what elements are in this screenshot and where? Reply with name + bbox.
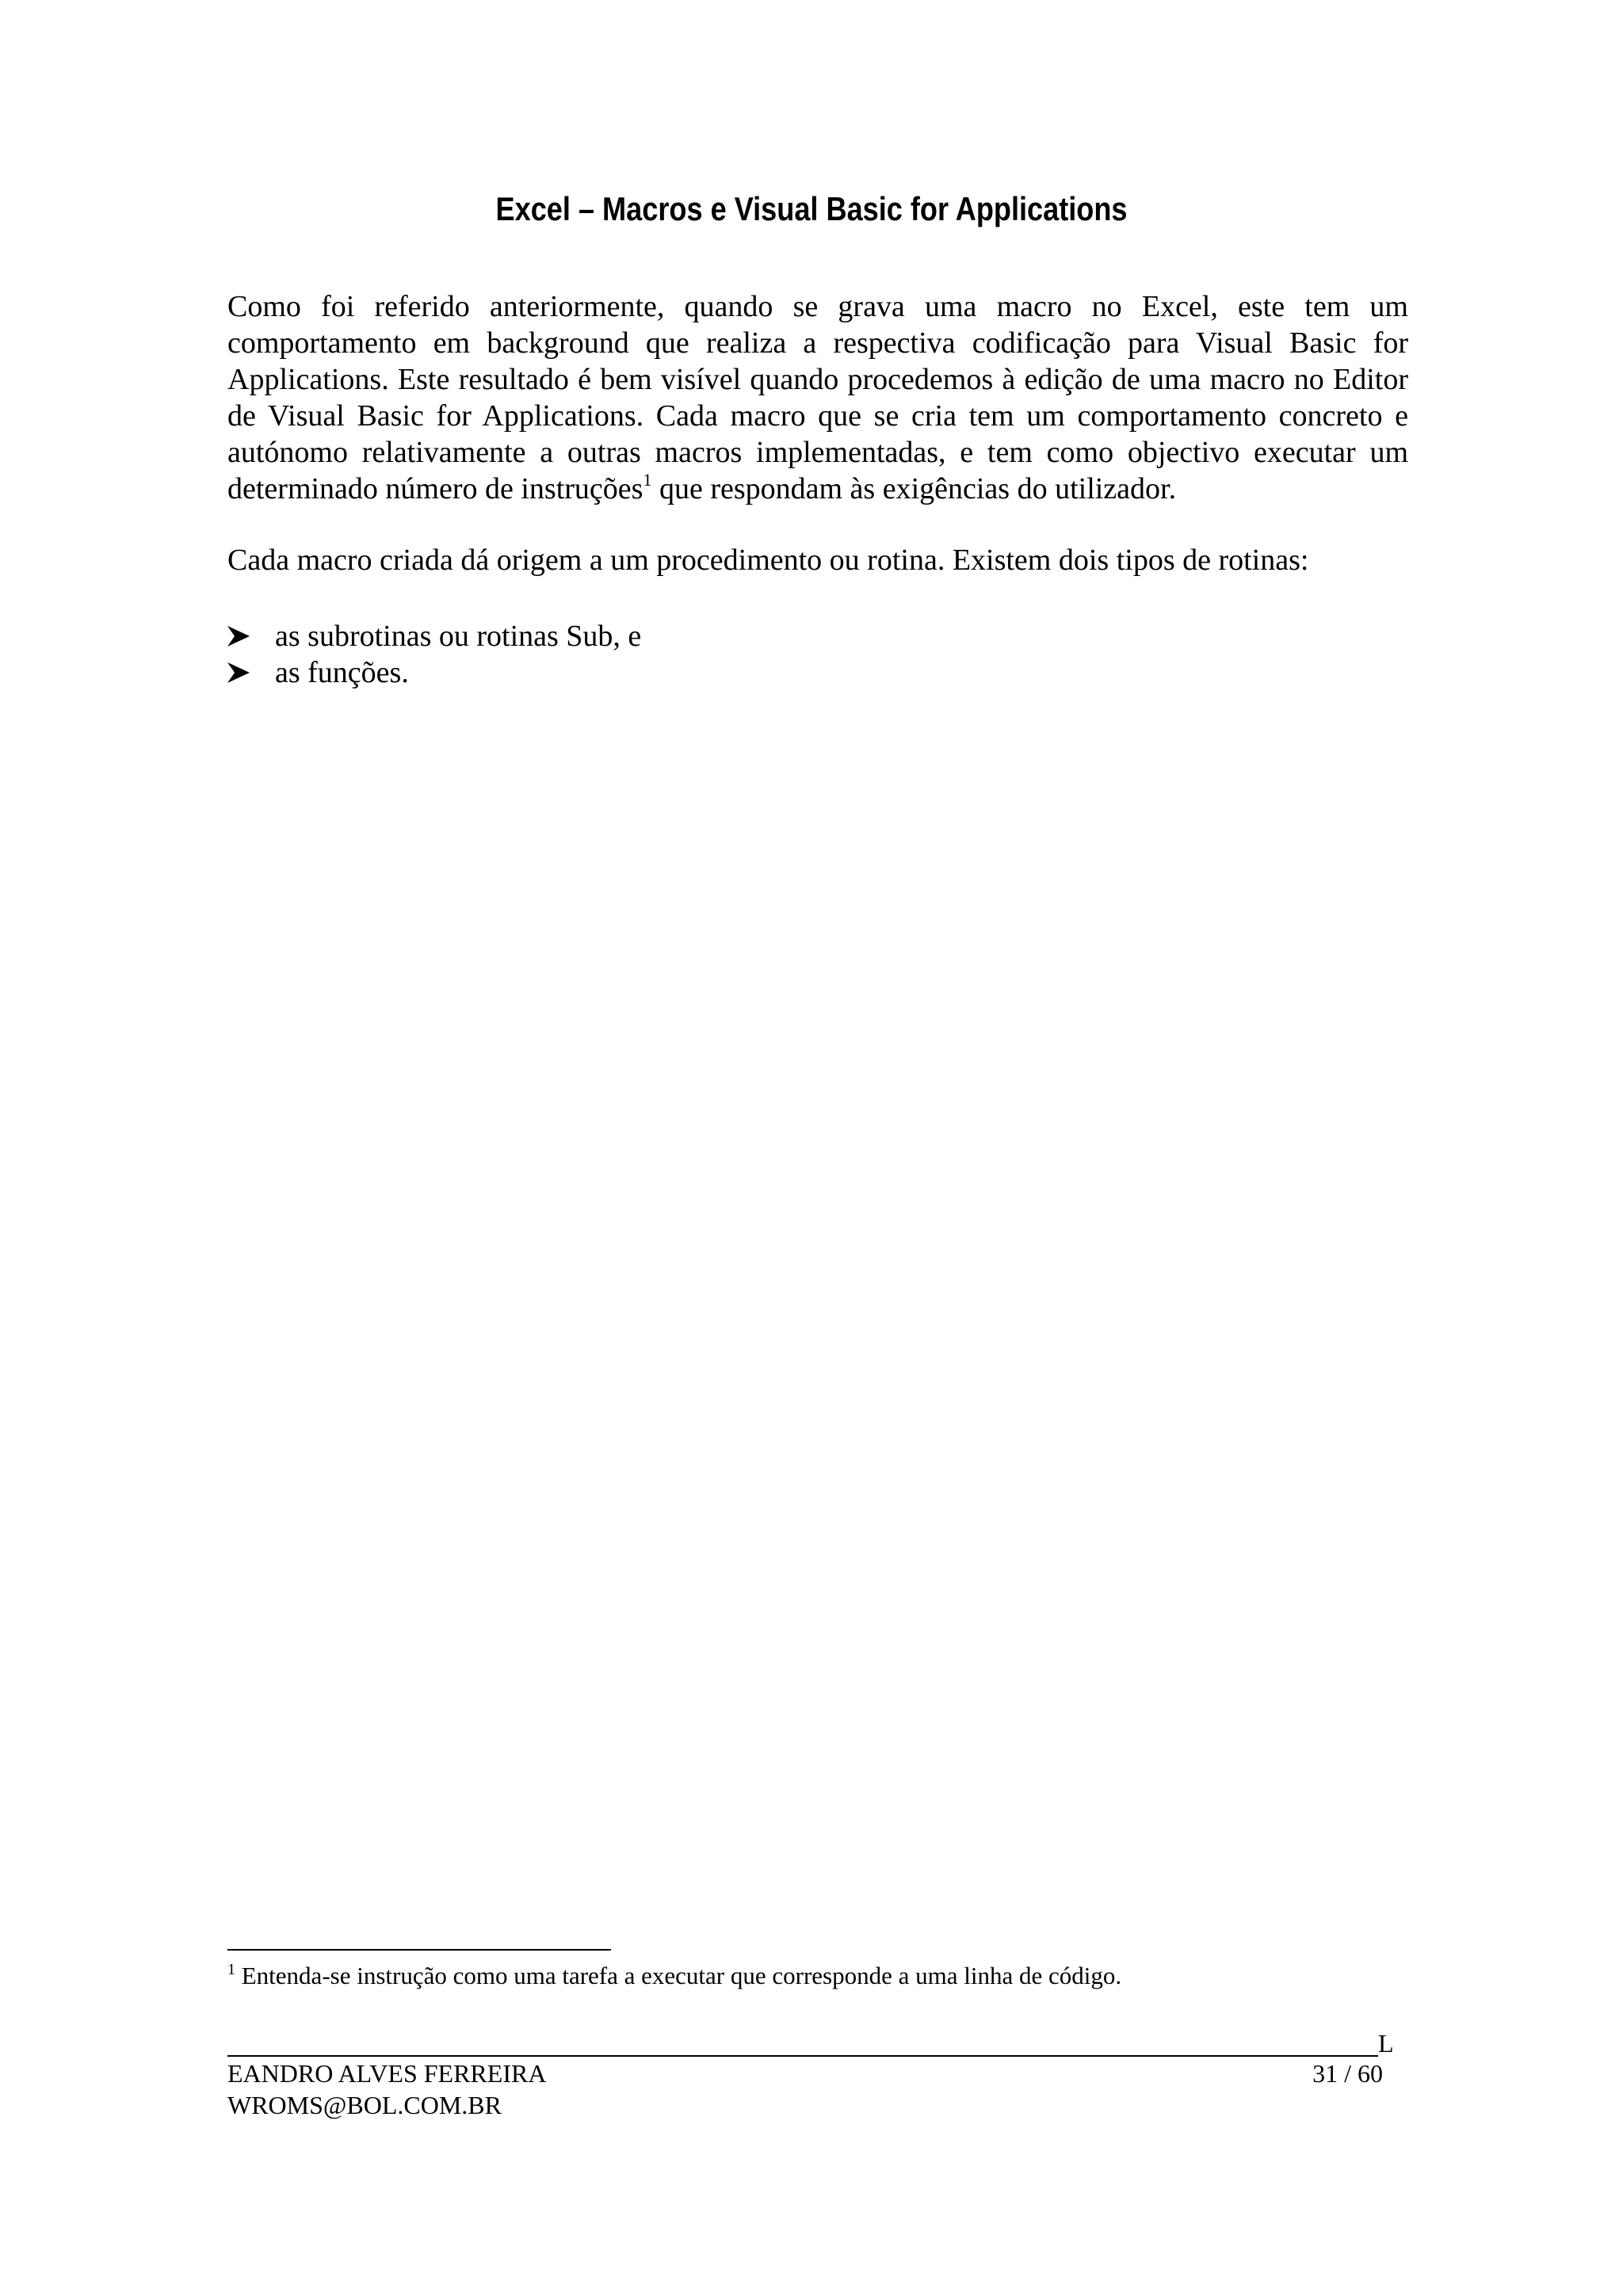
intro-paragraph <box>227 288 1408 507</box>
list-item <box>227 654 1408 691</box>
intro-paragraph-text-end: que respondam às exigências do utilizador. <box>651 472 1177 505</box>
footer-email[interactable]: WROMS@BOL.COM.BR <box>227 2091 502 2119</box>
footer-author: EANDRO ALVES FERREIRA <box>227 2059 547 2088</box>
footnote-number: 1 <box>227 1961 235 1978</box>
list-item <box>227 618 1408 654</box>
arrowhead-bullet-icon <box>227 662 250 683</box>
list-item-text: as funções. <box>275 656 409 689</box>
footer-mark: L <box>1378 2029 1394 2058</box>
routine-types-list <box>227 618 1408 691</box>
footer-divider <box>227 2055 1378 2057</box>
arrowhead-bullet-icon <box>227 626 250 646</box>
footnote <box>227 1961 1408 1991</box>
page-number: 31 / 60 <box>1312 2059 1383 2088</box>
footnote-text: Entenda-se instrução como uma tarefa a executar que corresponde a uma linha de código. <box>235 1962 1122 1989</box>
footnote-reference[interactable]: 1 <box>643 470 652 490</box>
page-title: Excel – Macros e Visual Basic for Applications <box>495 190 1128 227</box>
footnote-divider <box>227 1949 611 1951</box>
routines-paragraph: Cada macro criada dá origem a um procedimento ou rotina. Existem dois tipos de rotinas: <box>227 543 1309 577</box>
list-item-text: as subrotinas ou rotinas Sub, e <box>275 620 642 653</box>
intro-paragraph-text: Como foi referido anteriormente, quando se grava uma macro no Excel, este tem um comportamento em background que realiza a respectiva codificação para Visual Basic for Applications. Este resultado é bem visível quando procedemos à edição de uma macro no Editor de Visual Basic for Applications. Cada macro que se cria tem um comportamento concreto e autónomo relativamente a outras macros implementadas, e tem como objectivo executar um determinado número de instruções <box>227 290 1408 505</box>
